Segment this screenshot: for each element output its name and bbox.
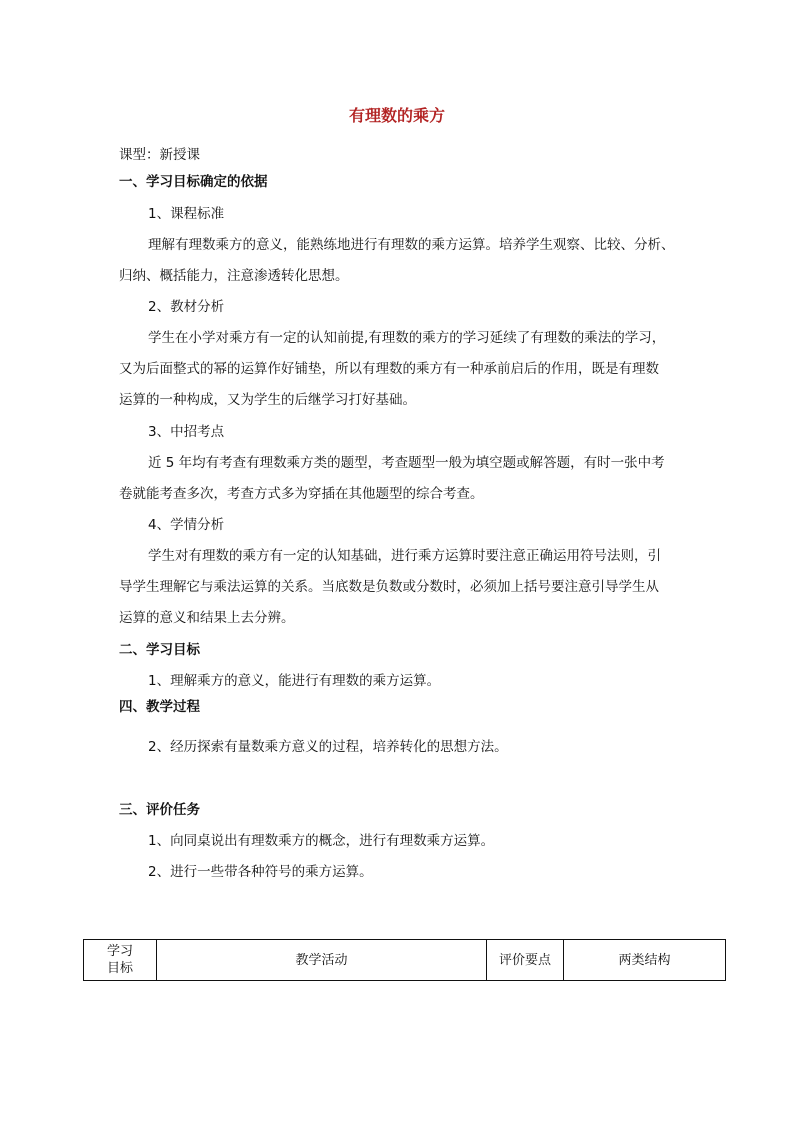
col-teaching-activity: 教学活动 [157, 940, 487, 981]
section2-heading: 二、学习目标 [119, 642, 200, 658]
section4-heading: 四、教学过程 [119, 699, 200, 715]
objective-item: 2、经历探索有量数乘方意义的过程，培养转化的思想方法。 [148, 739, 508, 755]
sub1-line: 归纳、概括能力，注意渗透转化思想。 [119, 268, 349, 284]
sub4-line: 运算的意义和结果上去分辨。 [119, 610, 295, 626]
section3-heading: 三、评价任务 [119, 802, 200, 818]
col-learning-goal-line1: 学习 [106, 944, 133, 959]
sub3-line: 卷就能考查多次，考查方式多为穿插在其他题型的综合考查。 [119, 486, 484, 502]
evaluation-item: 2、进行一些带各种符号的乘方运算。 [148, 864, 373, 880]
sub2-label: 2、教材分析 [148, 299, 225, 315]
col-learning-goal-line2: 目标 [106, 961, 133, 976]
sub2-line: 又为后面整式的幂的运算作好铺垫，所以有理数的乘方有一种承前启后的作用，既是有理数 [119, 361, 659, 377]
sub2-line: 运算的一种构成，又为学生的后继学习打好基础。 [119, 392, 416, 408]
sub3-label: 3、中招考点 [148, 424, 225, 440]
sub1-line: 理解有理数乘方的意义，能熟练地进行有理数的乘方运算。培养学生观察、比较、分析、 [148, 237, 675, 253]
course-type: 课型：新授课 [119, 147, 200, 163]
sub2-line: 学生在小学对乘方有一定的认知前提,有理数的乘方的学习延续了有理数的乘法的学习， [148, 330, 666, 346]
sub4-line: 学生对有理数的乘方有一定的认知基础，进行乘方运算时要注意正确运用符号法则，引 [148, 548, 661, 564]
lesson-table [83, 939, 726, 981]
sub1-label: 1、课程标准 [148, 206, 225, 222]
sub4-line: 导学生理解它与乘法运算的关系。当底数是负数或分数时，必须加上括号要注意引导学生从 [119, 579, 659, 595]
col-learning-goal [84, 940, 157, 981]
sub4-label: 4、学情分析 [148, 517, 225, 533]
objective-item: 1、理解乘方的意义，能进行有理数的乘方运算。 [148, 673, 441, 689]
section1-heading: 一、学习目标确定的依据 [119, 174, 268, 190]
table-header-row [84, 940, 726, 981]
document-title: 有理数的乘方 [348, 106, 445, 125]
sub3-line: 近 5 年均有考查有理数乘方类的题型，考查题型一般为填空题或解答题，有时一张中考 [148, 455, 665, 471]
evaluation-item: 1、向同桌说出有理数乘方的概念，进行有理数乘方运算。 [148, 833, 495, 849]
col-structure: 两类结构 [564, 940, 726, 981]
col-evaluation-points: 评价要点 [487, 940, 564, 981]
